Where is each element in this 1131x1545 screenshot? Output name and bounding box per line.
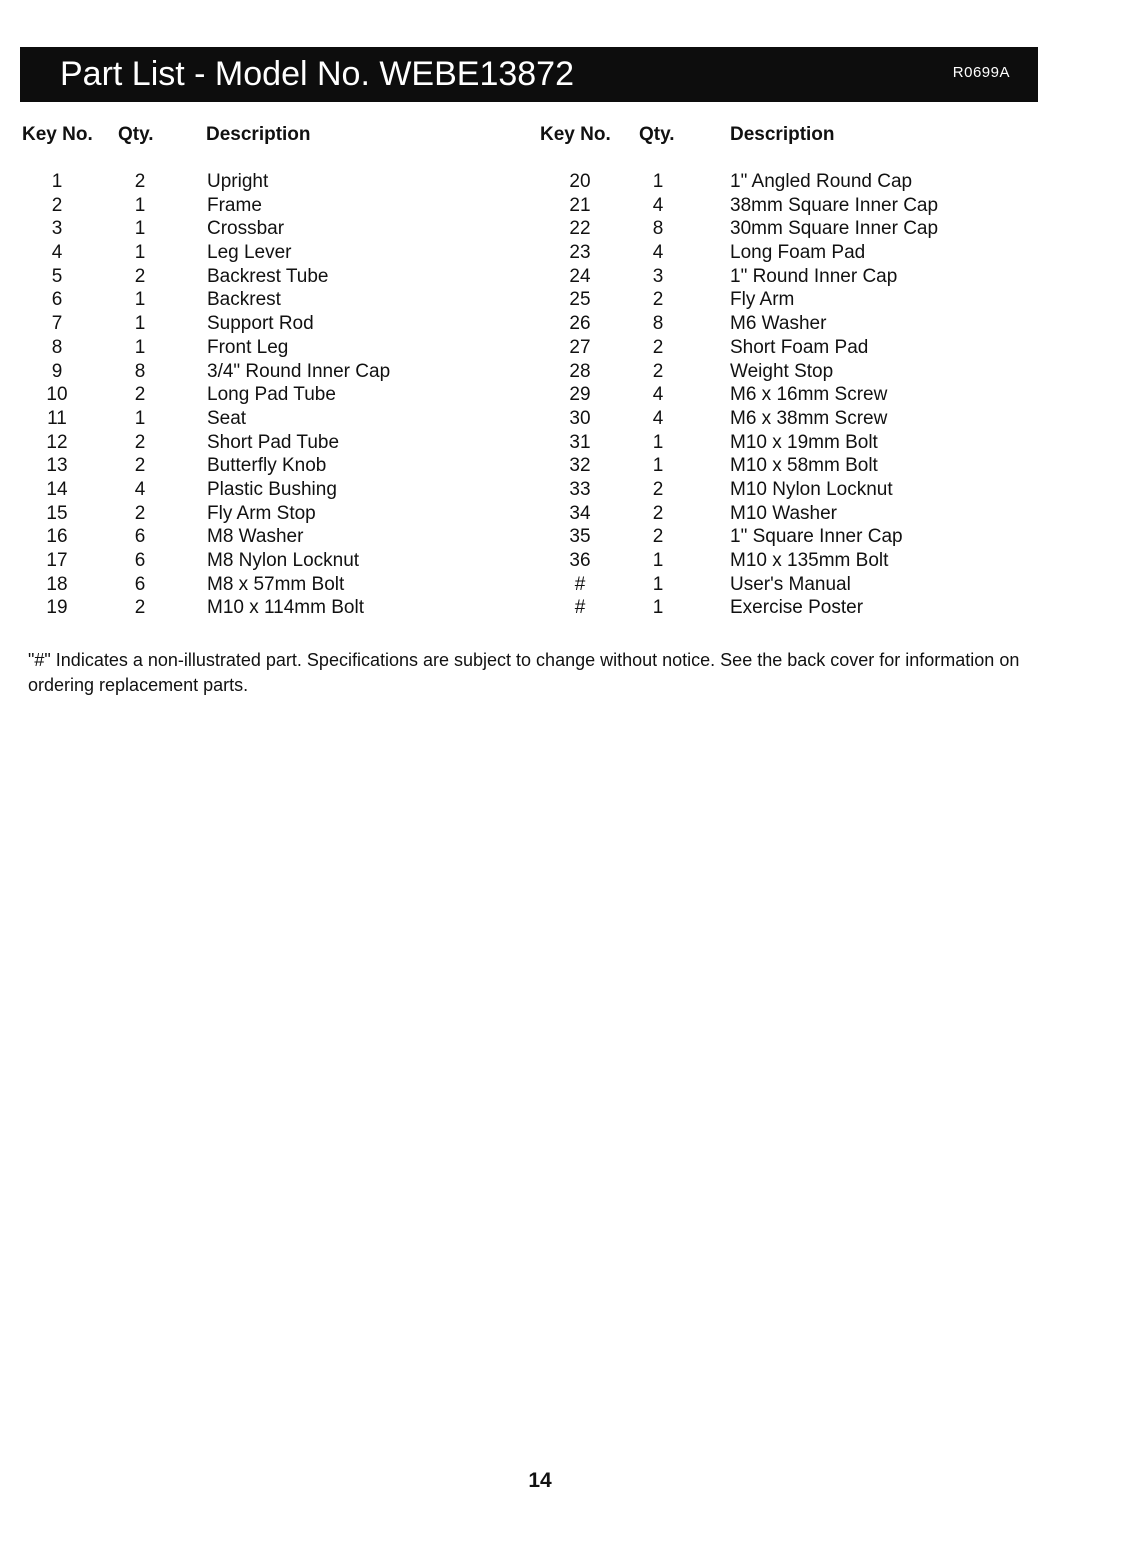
part-row [0, 265, 520, 289]
part-description: Seat [207, 407, 247, 429]
part-row [520, 525, 1040, 549]
part-description: Butterfly Knob [207, 455, 327, 477]
part-row [0, 360, 520, 384]
part-quantity: 1 [134, 242, 146, 264]
part-description: Crossbar [207, 218, 285, 240]
part-key-number: 10 [46, 384, 68, 406]
part-quantity: 2 [134, 455, 146, 477]
part-key-number: 34 [569, 502, 591, 524]
part-quantity: 2 [652, 289, 664, 311]
part-row [520, 573, 1040, 597]
part-key-number: 18 [46, 573, 68, 595]
part-key-number: 32 [569, 455, 591, 477]
part-key-number: 13 [46, 455, 68, 477]
part-key-number: 29 [569, 384, 591, 406]
part-row [0, 596, 520, 620]
part-description: Short Pad Tube [207, 431, 340, 453]
part-key-number: 2 [51, 194, 63, 216]
part-row [0, 312, 520, 336]
part-key-number: # [574, 597, 586, 619]
part-row [0, 194, 520, 218]
part-row [0, 502, 520, 526]
part-quantity: 6 [134, 573, 146, 595]
part-description: Leg Lever [207, 242, 292, 264]
part-key-number: 22 [569, 218, 591, 240]
part-row [520, 431, 1040, 455]
part-quantity: 8 [134, 360, 146, 382]
part-quantity: 1 [652, 431, 664, 453]
part-description: Long Foam Pad [730, 242, 866, 264]
part-key-number: 23 [569, 242, 591, 264]
part-key-number: 25 [569, 289, 591, 311]
part-key-number: 9 [51, 360, 63, 382]
part-description: M10 x 114mm Bolt [207, 597, 364, 619]
part-quantity: 8 [652, 313, 664, 335]
part-row [520, 502, 1040, 526]
right-qty-header: Qty. [639, 124, 675, 145]
part-description: 1" Square Inner Cap [730, 526, 903, 548]
part-key-number: 17 [46, 550, 68, 571]
part-key-number: 35 [569, 526, 591, 548]
part-row [520, 336, 1040, 360]
part-key-number: 30 [569, 407, 591, 429]
part-quantity: 2 [652, 478, 664, 500]
part-quantity: 4 [134, 478, 146, 500]
part-row [0, 525, 520, 549]
part-description: Exercise Poster [730, 597, 864, 619]
part-row [0, 573, 520, 597]
part-quantity: 2 [134, 502, 146, 524]
part-description: M10 x 135mm Bolt [730, 550, 889, 571]
part-quantity: 2 [134, 597, 146, 619]
right-keyno-header: Key No. [540, 124, 611, 145]
part-description: Backrest Tube [207, 265, 329, 287]
part-key-number: 33 [569, 478, 591, 500]
part-quantity: 4 [652, 194, 664, 216]
part-quantity: 1 [134, 194, 146, 216]
part-row [0, 478, 520, 502]
part-row [0, 336, 520, 360]
part-description: 1" Angled Round Cap [730, 171, 913, 192]
part-description: M10 x 58mm Bolt [730, 455, 878, 477]
part-quantity: 1 [652, 573, 664, 595]
part-quantity: 2 [134, 171, 146, 192]
part-row [0, 383, 520, 407]
part-description: Frame [207, 194, 262, 216]
part-description: Support Rod [207, 313, 314, 335]
header-bar [20, 47, 1038, 102]
part-key-number: 14 [46, 478, 68, 500]
part-description: M6 x 38mm Screw [730, 407, 888, 429]
part-quantity: 2 [652, 336, 664, 358]
part-row [520, 360, 1040, 384]
part-quantity: 2 [134, 431, 146, 453]
part-row [0, 431, 520, 455]
part-description: M6 Washer [730, 313, 827, 335]
part-quantity: 1 [134, 407, 146, 429]
part-quantity: 6 [134, 526, 146, 548]
part-row [520, 288, 1040, 312]
part-row [520, 407, 1040, 431]
part-key-number: 12 [46, 431, 68, 453]
part-description: Backrest [207, 289, 281, 311]
part-quantity: 3 [652, 265, 664, 287]
part-key-number: 27 [569, 336, 591, 358]
right-description-header: Description [730, 124, 835, 145]
part-description: 30mm Square Inner Cap [730, 218, 939, 240]
part-quantity: 2 [652, 502, 664, 524]
part-row [520, 194, 1040, 218]
part-description: M8 Nylon Locknut [207, 550, 360, 571]
part-description: 3/4" Round Inner Cap [207, 360, 391, 382]
part-description: Front Leg [207, 336, 289, 358]
part-row [0, 549, 520, 573]
part-key-number: 1 [51, 171, 63, 192]
part-description: Upright [207, 171, 269, 192]
part-quantity: 1 [134, 336, 146, 358]
part-key-number: 31 [569, 431, 591, 453]
part-description: M8 Washer [207, 526, 304, 548]
part-row [0, 407, 520, 431]
part-row [0, 217, 520, 241]
part-description: Long Pad Tube [207, 384, 336, 406]
part-quantity: 4 [652, 242, 664, 264]
part-quantity: 8 [652, 218, 664, 240]
part-description: Plastic Bushing [207, 478, 337, 500]
part-quantity: 1 [134, 313, 146, 335]
page-number: 14 [528, 1469, 552, 1492]
part-key-number: 6 [51, 289, 63, 311]
part-row [0, 454, 520, 478]
part-key-number: 5 [51, 265, 63, 287]
part-description: 38mm Square Inner Cap [730, 194, 939, 216]
part-key-number: 8 [51, 336, 63, 358]
part-row [0, 170, 520, 194]
part-quantity: 2 [652, 360, 664, 382]
page-title: Part List - Model No. WEBE13872 [60, 55, 575, 93]
part-row [520, 383, 1040, 407]
part-quantity: 1 [652, 171, 664, 192]
part-row [520, 596, 1040, 620]
part-description: 1" Round Inner Cap [730, 265, 898, 287]
part-row [520, 217, 1040, 241]
part-key-number: 11 [47, 407, 67, 429]
part-description: Fly Arm Stop [207, 502, 316, 524]
part-key-number: 24 [569, 265, 591, 287]
part-key-number: 20 [569, 171, 591, 192]
part-key-number: # [574, 573, 586, 595]
part-key-number: 3 [51, 218, 63, 240]
part-key-number: 16 [46, 526, 68, 548]
part-row [520, 170, 1040, 194]
part-key-number: 15 [46, 502, 68, 524]
part-row [0, 241, 520, 265]
part-row [520, 265, 1040, 289]
footnote: "#" Indicates a non-illustrated part. Specifications are subject to change without notice. See the back cover for information on ordering replacement parts. [28, 650, 1020, 695]
part-description: M10 Nylon Locknut [730, 478, 893, 500]
part-description: User's Manual [730, 573, 851, 595]
part-quantity: 1 [652, 455, 664, 477]
parts-list-right [520, 170, 1040, 620]
part-quantity: 1 [134, 218, 146, 240]
part-quantity: 4 [652, 407, 664, 429]
part-row [0, 288, 520, 312]
part-description: Weight Stop [730, 360, 834, 382]
document-code: R0699A [952, 64, 1010, 81]
part-key-number: 28 [569, 360, 591, 382]
part-row [520, 549, 1040, 573]
part-quantity: 6 [134, 550, 146, 571]
part-description: Fly Arm [730, 289, 795, 311]
part-quantity: 2 [134, 384, 146, 406]
part-quantity: 2 [652, 526, 664, 548]
left-keyno-header: Key No. [22, 124, 93, 145]
part-quantity: 4 [652, 384, 664, 406]
part-key-number: 4 [51, 242, 63, 264]
part-key-number: 7 [51, 313, 63, 335]
part-description: M8 x 57mm Bolt [207, 573, 345, 595]
part-row [520, 478, 1040, 502]
part-row [520, 454, 1040, 478]
part-key-number: 26 [569, 313, 591, 335]
part-quantity: 2 [134, 265, 146, 287]
parts-list-left [0, 170, 520, 620]
part-quantity: 1 [134, 289, 146, 311]
part-description: M10 Washer [730, 502, 837, 524]
left-description-header: Description [206, 124, 311, 145]
part-row [520, 312, 1040, 336]
part-key-number: 19 [46, 597, 68, 619]
part-key-number: 21 [569, 194, 591, 216]
part-description: M6 x 16mm Screw [730, 384, 888, 406]
part-key-number: 36 [569, 550, 591, 571]
part-quantity: 1 [652, 597, 664, 619]
part-description: Short Foam Pad [730, 336, 869, 358]
part-row [520, 241, 1040, 265]
left-qty-header: Qty. [118, 124, 154, 145]
part-quantity: 1 [652, 550, 664, 571]
part-description: M10 x 19mm Bolt [730, 431, 878, 453]
